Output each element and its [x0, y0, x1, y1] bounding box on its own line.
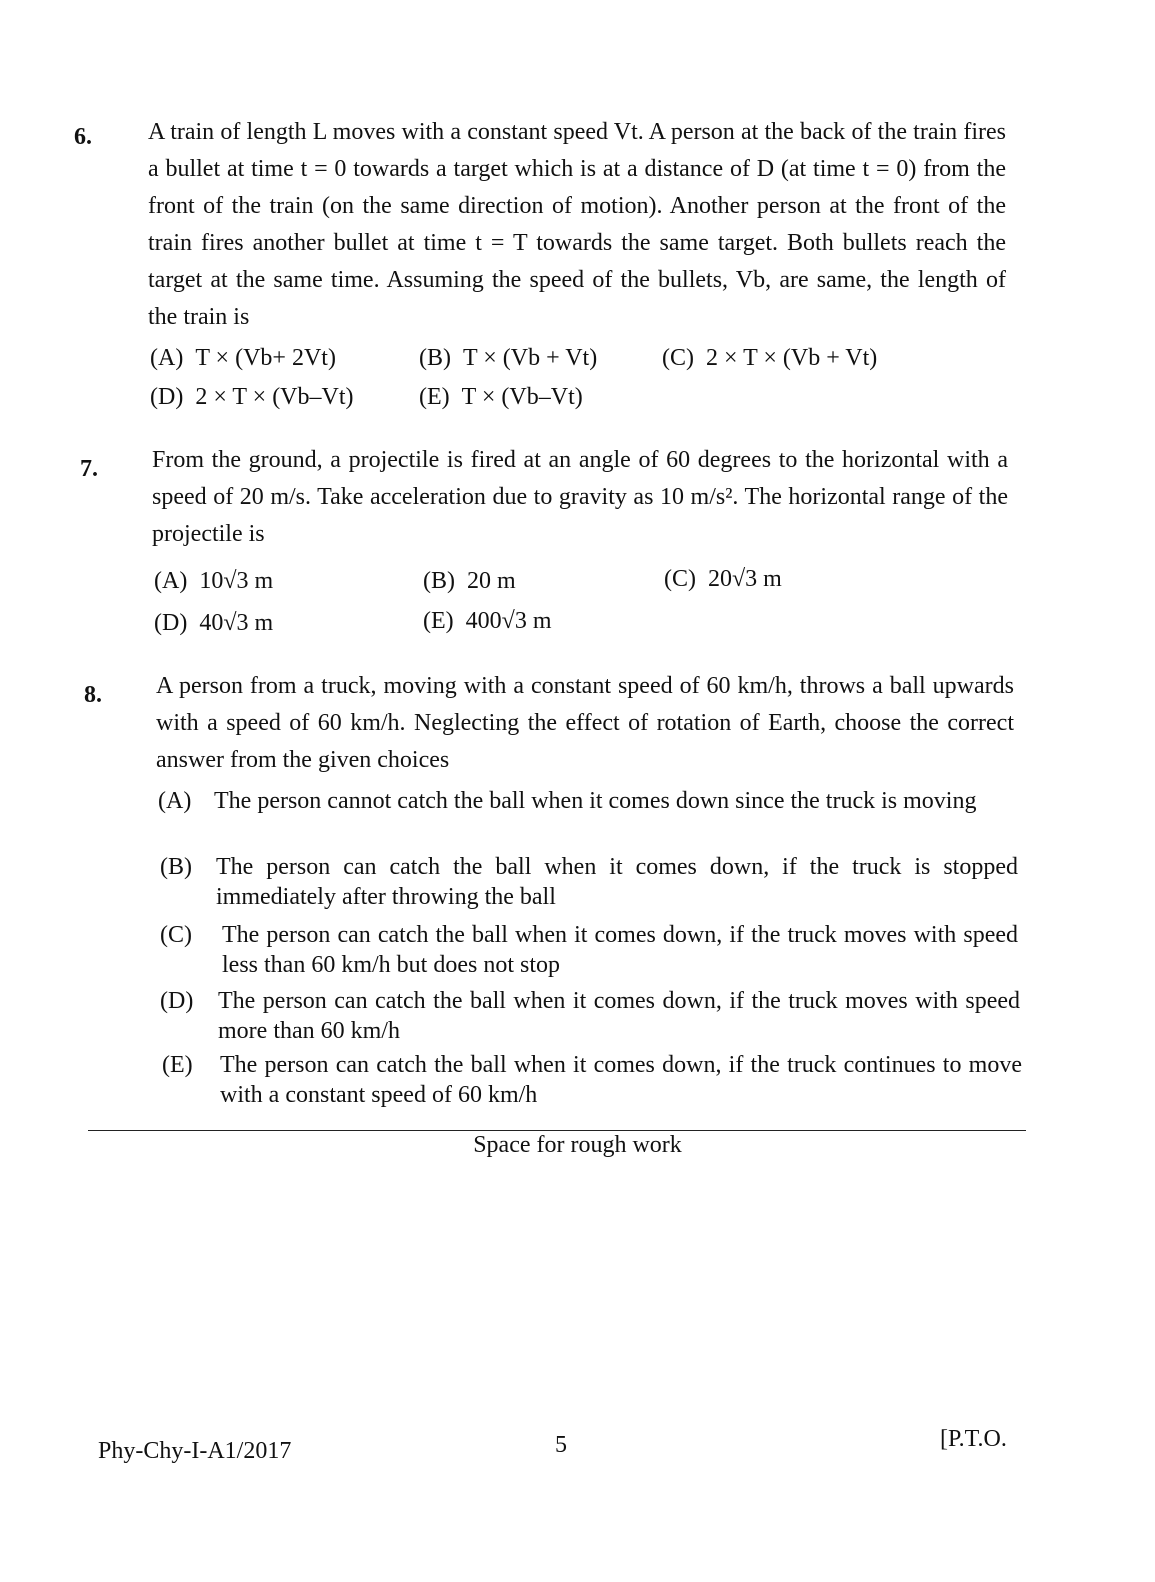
- pto-label: [P.T.O.: [940, 1426, 1007, 1452]
- rough-work-label: Space for rough work: [473, 1132, 682, 1158]
- option-e: (E) 400√3 m: [423, 608, 552, 634]
- page-number: 5: [555, 1432, 567, 1458]
- question-stem: From the ground, a projectile is fired at an angle of 60 degrees to the horizontal with a speed of 20 m/s. Take acceleration due to gravity as 10 m/s². The horizontal range of the projectile is: [152, 447, 1008, 547]
- option-b: (B) 20 m: [423, 568, 516, 594]
- option-a: (A) T × (Vb+ 2Vt): [150, 345, 336, 371]
- option-b: (B) T × (Vb + Vt): [419, 345, 598, 371]
- option-d: (D) 40√3 m: [154, 610, 274, 636]
- question-number: 6.: [74, 124, 92, 150]
- option-e: (E) T × (Vb–Vt): [419, 384, 583, 410]
- exam-page: 6. A train of length L moves with a constant speed Vt. A person at the back of the train fires a bullet at time t = 0 towards a target which is at a distance of D (at time t = 0) from the front of the train (on the same direction of motion). Another person at the front of the train fires another bullet at time t = T towards the same target. Both bullets reach the target at the same time. Assuming the speed of the bullets, Vb, are same, the length of the train is (A) T × (Vb+ 2Vt) (B) T × (Vb + Vt) (C) 2 × T × (Vb + Vt) (D) 2 × T × (Vb–Vt) (E) T × (Vb–Vt) 7. From the ground, a projectile is fired at an angle of 60 degrees to the horizontal with a speed of 20 m/s. Take acceleration due to gravity as 10 m/s². The horizontal range of the projectile is (A) 10√3 m (B) 20 m (C) 20√3 m (D) 40√3 m (E) 400√3 m 8. A person from a truck, moving with a constant speed of 60 km/h, throws a ball upwards with a speed of 60 km/h. Neglecting the effect of rotation of Earth, choose the correct answer from the given choices (A) The person cannot catch the ball when it comes down since the truck is moving (B) The person can catch the ball when it comes down, if the truck is stopped immediately after throwing the ball (C) The person can catch the ball when it comes down, if the truck moves with speed less than 60 km/h but does not stop (D) The person can catch the ball when it comes down, if the truck moves with speed more than 60 km/h (E) The person can catch the ball when it comes down, if the truck continues to move with a constant speed of 60 km/h Space for rough work Phy-Chy-I-A1/2017 5 [P.T.O.: [0, 0, 1155, 1582]
- option-c: (C) 2 × T × (Vb + Vt): [662, 345, 878, 371]
- question-number: 7.: [80, 456, 98, 482]
- question-stem: A train of length L moves with a constant speed Vt. A person at the back of the train fires a bullet at time t = 0 towards a target which is at a distance of D (at time t = 0) from the front of the train (on the same direction of motion). Another person at the front of the train fires another bullet at time t = T towards the same target. Both bullets reach the target at the same time. Assuming the speed of the bullets, Vb, are same, the length of the train is: [148, 119, 1006, 330]
- option-a: (A) 10√3 m: [154, 568, 274, 594]
- option-c: (C) 20√3 m: [664, 566, 782, 592]
- exam-code: Phy-Chy-I-A1/2017: [98, 1438, 292, 1464]
- question-number: 8.: [84, 682, 102, 708]
- option-d: (D) 2 × T × (Vb–Vt): [150, 384, 354, 410]
- divider-line: [88, 1130, 1026, 1131]
- question-stem: A person from a truck, moving with a constant speed of 60 km/h, throws a ball upwards with a speed of 60 km/h. Neglecting the effect of rotation of Earth, choose the correct answer from the given choices: [156, 673, 1014, 773]
